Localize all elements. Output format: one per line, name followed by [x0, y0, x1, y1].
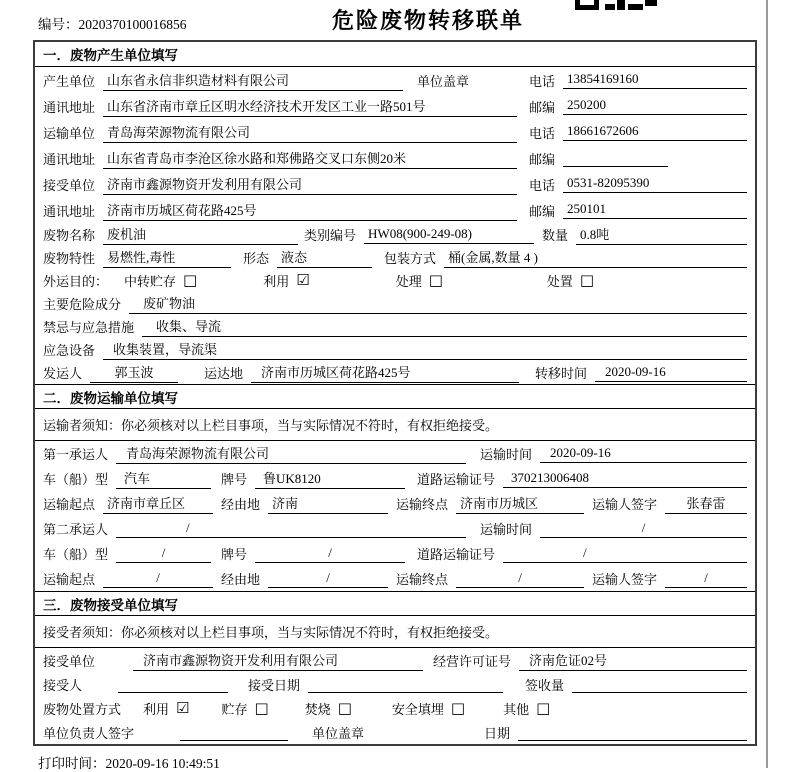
zip-value: 250200: [563, 97, 747, 115]
recipient-label: 接受人: [43, 677, 83, 693]
road-permit-value: 370213006408: [503, 470, 747, 488]
precaution-value: 收集、导流: [142, 316, 747, 337]
form-label: 形态: [243, 251, 270, 266]
characteristics-value: 易燃性,毒性: [103, 247, 231, 268]
transport-time-value: 2020-09-16: [540, 445, 747, 463]
packaging-value: 桶(金属,数量 4 ): [444, 247, 747, 268]
receiver-notice-row: [35, 616, 755, 648]
qr-code-fragment-icon: [575, 0, 657, 10]
purpose-option-utilize: [263, 271, 309, 290]
option-label: 中转贮存: [124, 274, 177, 289]
checkbox-unchecked-icon: □: [579, 271, 595, 289]
plate-value: 鲁UK8120: [255, 468, 405, 489]
quantity-label: 数量: [542, 228, 569, 243]
vehicle1-row: [35, 466, 755, 491]
phone-value: 0531-82095390: [563, 175, 747, 193]
vehicle-type-label: 车（船）型: [43, 472, 109, 487]
hazard-label: 主要危险成分: [43, 297, 122, 312]
producer-address-row: [35, 93, 755, 119]
via-value: 济南: [268, 493, 388, 514]
receive-date-label: 接受日期: [248, 677, 301, 693]
transporter-address-row: [35, 145, 755, 171]
section1-header: 一．废物产生单位填写: [35, 42, 755, 67]
receiver-notice: 接受者须知：你必须核对以上栏目事项，当与实际情况不符时，有权拒绝接受。: [43, 625, 499, 640]
terminus-label: 运输终点: [396, 497, 449, 512]
recipient-row: [35, 672, 755, 696]
origin-label: 运输起点: [43, 497, 96, 512]
category-value: HW08(900-249-08): [364, 226, 534, 244]
shipper-value: 郭玉波: [90, 362, 178, 383]
disposal-option-incinerate: [305, 699, 352, 718]
purpose-option-treat: [396, 271, 443, 290]
route1-row: [35, 491, 755, 516]
producer-value: 山东省永信非织造材料有限公司: [103, 70, 403, 91]
print-time-label: 打印时间：: [38, 756, 106, 771]
carrier2-value: /: [116, 520, 466, 538]
responsible-signature-row: [35, 720, 755, 744]
zip-label: 邮编: [529, 99, 556, 115]
transfer-purpose-row: [35, 269, 755, 292]
page-edge-line: [766, 0, 768, 768]
checkbox-checked-icon: ☑: [176, 698, 190, 717]
disposal-option-utilize: [143, 699, 189, 718]
first-carrier-row: [35, 441, 755, 466]
category-label: 类别编号: [304, 228, 357, 243]
route2-row: [35, 566, 755, 591]
option-label: 处置: [546, 274, 573, 289]
hazard-components-row: [35, 292, 755, 315]
license-value: 济南危证02号: [519, 650, 747, 671]
receive-date-value: [308, 676, 503, 693]
phone-label: 电话: [529, 177, 556, 193]
origin-value: /: [103, 570, 213, 588]
checkbox-unchecked-icon: □: [337, 698, 352, 717]
receiver-row: [35, 171, 755, 197]
destination-value: 济南市历城区荷花路425号: [251, 362, 519, 383]
carrier2-label: 第二承运人: [43, 522, 109, 537]
receiver-value: 济南市鑫源物资开发利用有限公司: [103, 174, 517, 195]
option-label: 利用: [263, 274, 290, 289]
receiving-unit-row: [35, 648, 755, 672]
equipment-label: 应急设备: [43, 343, 96, 358]
address-value: 山东省济南市章丘区明水经济技术开发区工业一路501号: [103, 96, 517, 117]
disposal-option-landfill: [392, 699, 465, 718]
transporter-notice-row: [35, 409, 755, 441]
received-qty-label: 签收量: [525, 677, 565, 693]
serial-value: 2020370100016856: [78, 17, 187, 32]
responsible-sign-value: [180, 724, 288, 741]
receiver-value: 济南市鑫源物资开发利用有限公司: [133, 650, 423, 671]
transporter-value: 青岛海荣源物流有限公司: [103, 122, 517, 143]
road-permit-label: 道路运输证号: [417, 547, 496, 562]
section3-header: 三．废物接受单位填写: [35, 591, 755, 616]
address-value: 山东省青岛市李沧区徐水路和郑佛路交叉口东侧20米: [103, 148, 517, 169]
emergency-equipment-row: [35, 338, 755, 361]
disposal-option-other: [503, 699, 550, 718]
section2-header: 二．废物运输单位填写: [35, 384, 755, 409]
serial-label: 编号：: [38, 17, 79, 32]
seal-label: 单位盖章: [417, 73, 470, 89]
quantity-value: 0.8吨: [576, 224, 747, 245]
zip-label: 邮编: [529, 151, 556, 167]
recipient-value: [118, 676, 228, 693]
transporter-row: [35, 119, 755, 145]
address-label: 通讯地址: [43, 99, 96, 115]
via-label: 经由地: [221, 572, 261, 587]
option-label: 焚烧: [304, 701, 331, 717]
checkbox-unchecked-icon: □: [450, 698, 466, 717]
via-value: /: [268, 570, 388, 588]
print-time: [38, 752, 220, 772]
plate-label: 牌号: [221, 547, 248, 562]
transporter-notice: 运输者须知：你必须核对以上栏目事项，当与实际情况不符时，有权拒绝接受。: [43, 418, 499, 433]
received-qty-value: [572, 676, 747, 693]
via-label: 经由地: [221, 497, 261, 512]
receiver-label: 接受单位: [43, 177, 96, 193]
address-label: 通讯地址: [43, 151, 96, 167]
option-label: 利用: [143, 701, 170, 717]
manifest-form: [33, 40, 757, 746]
characteristics-label: 废物特性: [43, 251, 96, 266]
checkbox-checked-icon: ☑: [296, 271, 310, 289]
carrier1-label: 第一承运人: [43, 447, 109, 462]
carrier-sign-label: 运输人签字: [592, 572, 658, 587]
option-label: 其他: [503, 701, 530, 717]
carrier-sign-label: 运输人签字: [592, 497, 658, 512]
origin-label: 运输起点: [43, 572, 96, 587]
zip-value: 250101: [563, 201, 747, 219]
precaution-row: [35, 315, 755, 338]
checkbox-unchecked-icon: □: [183, 271, 198, 289]
vehicle-type-value: /: [116, 545, 211, 563]
address-label: 通讯地址: [43, 203, 96, 219]
producer-row: [35, 67, 755, 93]
unit-seal-label: 单位盖章: [312, 725, 365, 741]
date-label: 日期: [484, 725, 511, 741]
equipment-value: 收集装置，导流渠: [103, 339, 747, 360]
origin-value: 济南市章丘区: [103, 493, 213, 514]
destination-label: 运达地: [204, 366, 244, 381]
carrier1-value: 青岛海荣源物流有限公司: [116, 443, 466, 464]
plate-value: /: [255, 545, 405, 563]
transfer-time-label: 转移时间: [535, 366, 588, 381]
carrier-sign-value: 张春雷: [665, 493, 747, 514]
address-value: 济南市历城区荷花路425号: [103, 200, 517, 221]
shipper-row: [35, 361, 755, 384]
vehicle2-row: [35, 541, 755, 566]
checkbox-unchecked-icon: □: [536, 698, 551, 717]
receiver-label: 接受单位: [43, 653, 96, 669]
transporter-label: 运输单位: [43, 125, 96, 141]
print-time-value: 2020-09-16 10:49:51: [105, 756, 220, 771]
phone-value: 18661672606: [563, 123, 747, 141]
zip-value: [563, 150, 668, 167]
transfer-time-value: 2020-09-16: [595, 364, 747, 382]
terminus-label: 运输终点: [396, 572, 449, 587]
waste-name-row: [35, 223, 755, 246]
second-carrier-row: [35, 516, 755, 541]
phone-label: 电话: [529, 73, 556, 89]
option-label: 安全填埋: [391, 701, 444, 717]
disposal-label: 废物处置方式: [43, 701, 122, 717]
disposal-method-row: [35, 696, 755, 720]
transport-time-label: 运输时间: [480, 447, 533, 462]
transport-time-label: 运输时间: [480, 522, 533, 537]
phone-value: 13854169160: [563, 71, 747, 89]
receiver-address-row: [35, 197, 755, 223]
purpose-option-transit-storage: [124, 271, 197, 290]
vehicle-type-label: 车（船）型: [43, 547, 109, 562]
waste-name-value: 废机油: [103, 224, 298, 245]
hazard-value: 废矿物油: [129, 293, 747, 314]
disposal-option-storage: [221, 699, 268, 718]
option-label: 贮存: [221, 701, 248, 717]
page-title: 危险废物转移联单: [331, 8, 524, 33]
road-permit-value: /: [503, 545, 747, 563]
phone-label: 电话: [529, 125, 556, 141]
carrier-sign-value: /: [665, 570, 747, 588]
precaution-label: 禁忌与应急措施: [43, 320, 135, 335]
option-label: 处理: [395, 274, 422, 289]
plate-label: 牌号: [221, 472, 248, 487]
terminus-value: /: [456, 570, 584, 588]
vehicle-type-value: 汽车: [116, 468, 211, 489]
license-label: 经营许可证号: [433, 653, 512, 669]
responsible-sign-label: 单位负责人签字: [43, 725, 135, 741]
road-permit-label: 道路运输证号: [417, 472, 496, 487]
form-value: 液态: [277, 247, 372, 268]
waste-characteristics-row: [35, 246, 755, 269]
waste-name-label: 废物名称: [43, 228, 96, 243]
transport-time-value: /: [540, 520, 747, 538]
shipper-label: 发运人: [43, 366, 83, 381]
checkbox-unchecked-icon: □: [254, 698, 269, 717]
date-value: [518, 724, 747, 741]
purpose-option-dispose: [547, 271, 594, 290]
packaging-label: 包装方式: [384, 251, 437, 266]
checkbox-unchecked-icon: □: [428, 271, 443, 289]
purpose-label: 外运目的：: [43, 274, 109, 289]
terminus-value: 济南市历城区: [456, 493, 584, 514]
producer-label: 产生单位: [43, 73, 96, 89]
zip-label: 邮编: [529, 203, 556, 219]
page-header: [0, 0, 796, 40]
